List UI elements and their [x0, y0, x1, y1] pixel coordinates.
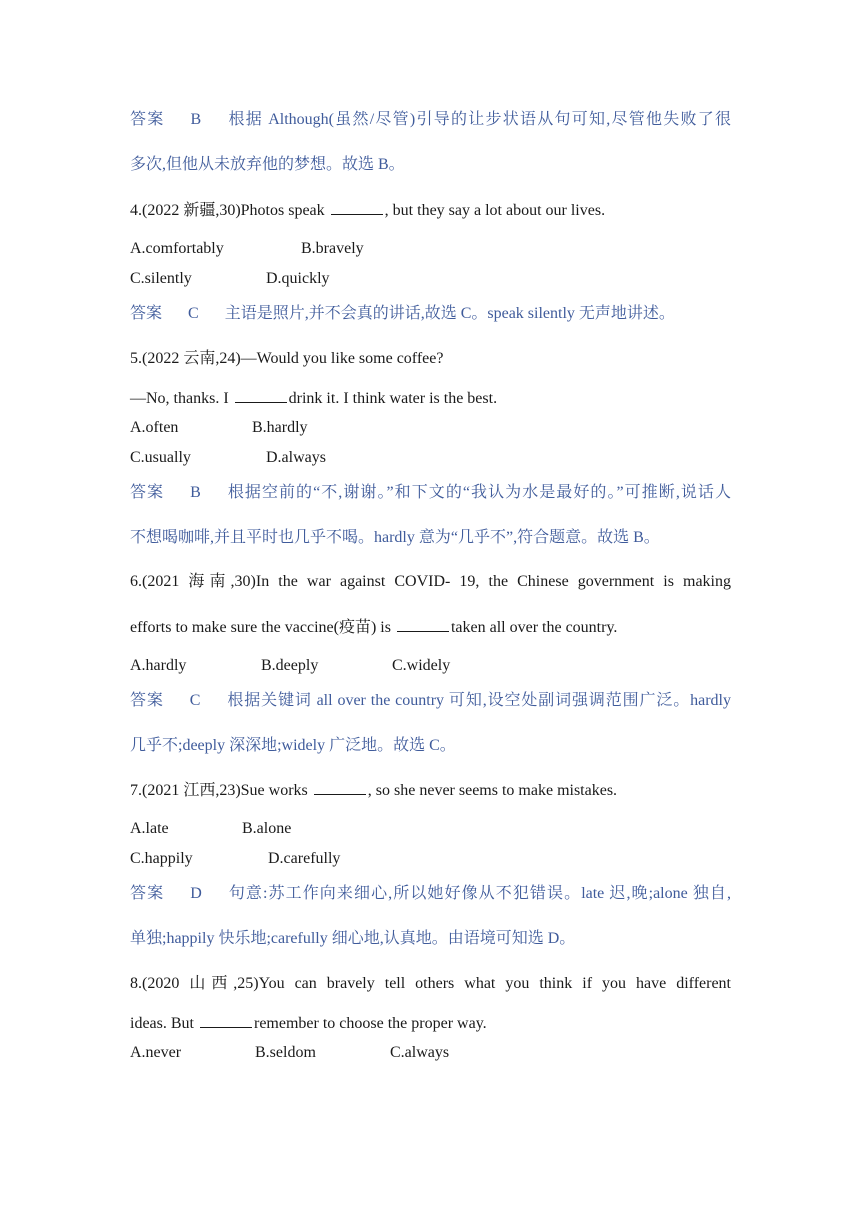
stem-text: 7.(2021 江西,23)Sue works [130, 782, 308, 799]
answer-blank [235, 388, 287, 403]
q4-stem [130, 200, 605, 221]
answer-letter: C [189, 692, 201, 709]
q3-answer-line1 [130, 110, 731, 130]
answer-letter: B [190, 484, 201, 501]
answer-letter: D [190, 885, 202, 902]
q5-option-d: D.always [266, 449, 326, 466]
answer-label: 答案 [130, 692, 164, 709]
q3-answer-line2: 多次,但他从未放弃他的梦想。故选 B。 [130, 156, 405, 173]
q5-stem: 5.(2022 云南,24)—Would you like some coffee? [130, 350, 444, 367]
explanation: 主语是照片,并不会真的讲话,故选 C。speak silently 无声地讲述。 [224, 305, 675, 322]
q8-option-a: A.never [130, 1044, 182, 1061]
answer-letter: C [188, 305, 199, 322]
q5-answer-line1 [130, 483, 731, 503]
q7-option-a: A.late [130, 820, 169, 837]
q4-option-d: D.quickly [266, 270, 330, 287]
q6-option-a: A.hardly [130, 657, 187, 674]
q7-answer-line1 [130, 884, 731, 904]
stem-text: —No, thanks. I [130, 390, 229, 407]
q4-answer [130, 304, 675, 324]
q6-answer-line2: 几乎不;deeply 深深地;widely 广泛地。故选 C。 [130, 737, 456, 754]
q6-stem: 6.(2021 海南,30)In the war against COVID- 19, the Chinese government is making [130, 573, 731, 590]
answer-letter: B [190, 111, 202, 128]
stem-text: ideas. But [130, 1015, 194, 1032]
q5-option-b: B.hardly [252, 419, 308, 436]
q5-option-c: C.usually [130, 449, 191, 466]
q5-stem-line2 [130, 388, 497, 409]
q7-option-d: D.carefully [268, 850, 341, 867]
q8-option-c: C.always [390, 1044, 450, 1061]
q5-option-a: A.often [130, 419, 179, 436]
answer-label: 答案 [130, 484, 165, 501]
q7-option-c: C.happily [130, 850, 193, 867]
q6-option-b: B.deeply [261, 657, 319, 674]
stem-text: , so she never seems to make mistakes. [367, 782, 618, 799]
q4-option-c: C.silently [130, 270, 192, 287]
q6-stem-line2 [130, 617, 617, 638]
stem-text: taken all over the country. [450, 619, 618, 636]
q6-answer-line1 [130, 691, 731, 711]
explanation: 句意:苏工作向来细心,所以她好像从不犯错误。late 迟,晚;alone 独自, [227, 885, 731, 902]
stem-text: drink it. I think water is the best. [288, 390, 498, 407]
stem-text: 4.(2022 新疆,30)Photos speak [130, 202, 325, 219]
q8-stem-line2 [130, 1013, 487, 1034]
q7-answer-line2: 单独;happily 快乐地;carefully 细心地,认真地。由语境可知选 D。 [130, 930, 576, 947]
q6-option-c: C.widely [392, 657, 451, 674]
answer-label: 答案 [130, 885, 165, 902]
answer-blank [397, 617, 449, 632]
q7-stem [130, 780, 617, 801]
q7-option-b: B.alone [242, 820, 292, 837]
q8-stem: 8.(2020 山西,25)You can bravely tell others what you think if you have different [130, 975, 731, 992]
answer-blank [200, 1013, 252, 1028]
answer-label: 答案 [130, 305, 163, 322]
q8-option-b: B.seldom [255, 1044, 316, 1061]
q5-answer-line2: 不想喝咖啡,并且平时也几乎不喝。hardly 意为“几乎不”,符合题意。故选 B。 [130, 529, 660, 546]
stem-text: , but they say a lot about our lives. [384, 202, 606, 219]
stem-text: remember to choose the proper way. [254, 1015, 487, 1032]
q4-option-b: B.bravely [301, 240, 364, 257]
explanation: 根据空前的“不,谢谢。”和下文的“我认为水是最好的。”可推断,说话人 [226, 484, 731, 501]
answer-blank [314, 780, 366, 795]
explanation: 根据 Although(虽然/尽管)引导的让步状语从句可知,尽管他失败了很 [227, 111, 731, 128]
answer-blank [331, 200, 383, 215]
q4-option-a: A.comfortably [130, 240, 224, 257]
stem-text: efforts to make sure the vaccine(疫苗) is [130, 619, 391, 636]
answer-label: 答案 [130, 111, 165, 128]
explanation: 根据关键词 all over the country 可知,设空处副词强调范围广泛。hardly [226, 692, 731, 709]
